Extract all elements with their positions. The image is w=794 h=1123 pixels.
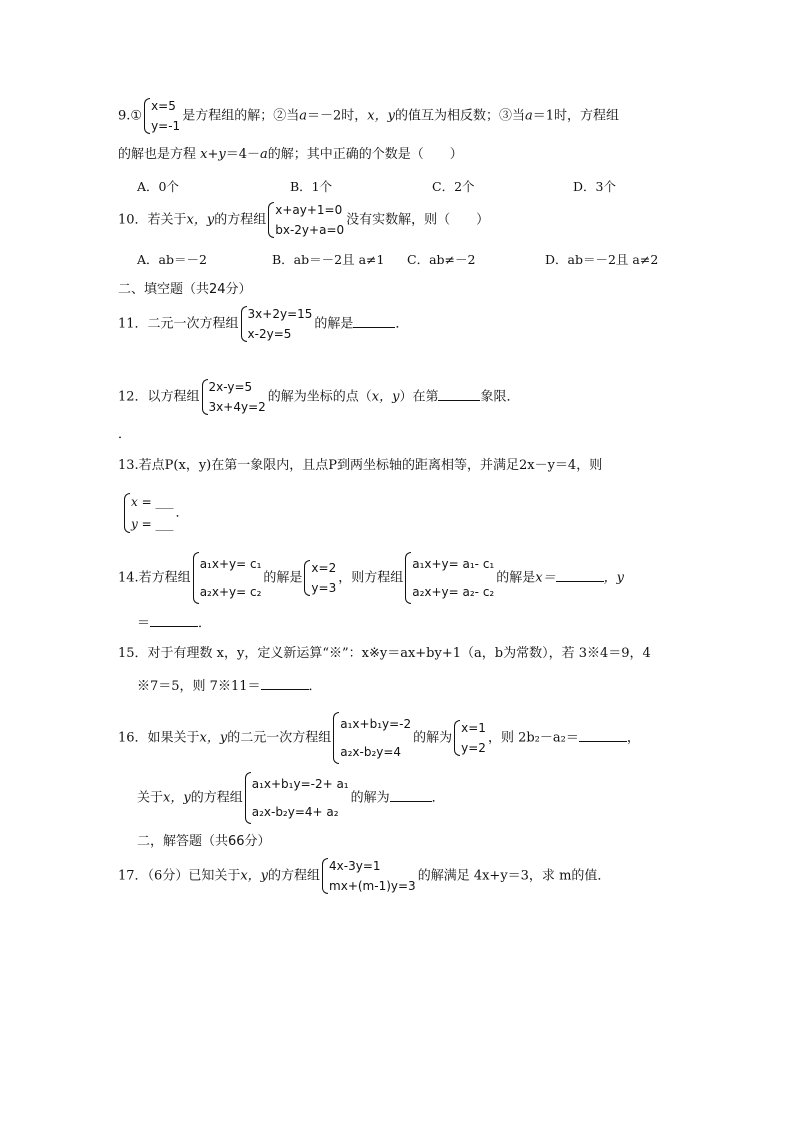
q11-answer-blank[interactable] [353,315,395,328]
q9-equation-system: x=5 y=-1 [144,96,180,136]
q9-circle-1: ① [130,108,143,124]
q14-equation-system-1: a₁x+y= c₁ a₂x+y= c₂ [193,550,262,606]
q14-y-answer-blank[interactable] [150,614,198,627]
q12-trailing-dot: ． [118,427,132,442]
q12-answer-blank[interactable] [438,388,480,401]
question-10-line: 10．若关于x，y的方程组 x+ay+1=0 bx-2y+a=0 没有实数解，则（ ） [118,200,489,240]
section-solve-title: 二，解答题（共66分） [137,834,271,849]
question-13-line-1: 13.若点P(x，y)在第一象限内，且点P到两坐标轴的距离相等，并满足2x－y＝4，则 [118,458,603,473]
question-13-line-2: x = ___ y = ___ ． [122,491,188,535]
q9-option-d: D．3个 [573,179,616,194]
q9-option-a: A．0个 [137,179,179,194]
q16-first-answer-blank[interactable] [579,729,627,742]
question-14-line-1: 14.若方程组 a₁x+y= c₁ a₂x+y= c₂ 的解是 x=2 y=3 ，则方程组 a₁x+y= a₁- c₁ a₂x+y= a₂- c₂ 的解是x＝ ，y [118,550,624,606]
q10-equation-system: x+ay+1=0 bx-2y+a=0 [268,200,344,240]
question-17: 17．（6分）已知关于x，y的方程组 4x-3y=1 mx+(m-1)y=3 的解满足 4x+y＝3，求 m的值． [118,856,610,896]
q17-equation-system: 4x-3y=1 mx+(m-1)y=3 [322,856,416,896]
q16-equation-system-1: a₁x+b₁y=-2 a₂x-b₂y=4 [333,710,411,766]
q13-answer-system[interactable]: x = ___ y = ___ [124,491,173,535]
q9-option-c: C．2个 [432,179,475,194]
question-11: 11．二元一次方程组 3x+2y=15 x-2y=5 的解是 ． [118,304,408,344]
q10-option-d: D．ab＝－2且 a≠2 [545,252,659,267]
q14-equation-system-2: x=2 y=3 [304,558,336,598]
question-14-line-2: ＝ ． [137,616,212,631]
question-16-line-2: 关于x，y的方程组 a₁x+b₁y=-2+ a₁ a₂x-b₂y=4+ a₂ 的解为 ． [137,770,445,826]
q10-option-a: A．ab＝－2 [137,252,207,267]
question-15-line-2: ※7＝5，则 7※11＝ ． [137,679,322,694]
q14-x-answer-blank[interactable] [556,569,604,582]
section-fill-in-title: 二、填空题（共24分） [118,282,252,297]
q16-equation-system-3: a₁x+b₁y=-2+ a₁ a₂x-b₂y=4+ a₂ [245,770,349,826]
question-15-line-1: 15．对于有理数 x，y，定义新运算“※”：x※y＝ax+by+1（a，b为常数），若 3※4＝9，4 [118,646,651,661]
q11-equation-system: 3x+2y=15 x-2y=5 [241,304,313,344]
q10-option-c: C．ab≠－2 [407,252,476,267]
question-9-line-1: 9.① x=5 y=-1 是方程组的解；②当a＝－2时，x，y的值互为相反数；③当a＝1时，方程组 [118,96,619,136]
q9-option-b: B．1个 [290,179,333,194]
question-12: 12．以方程组 2x-y=5 3x+4y=2 的解为坐标的点（x，y）在第 象限． [118,377,520,417]
q15-answer-blank[interactable] [261,677,309,690]
q16-second-answer-blank[interactable] [390,789,432,802]
question-9-line-2: 的解也是方程 x+y＝4－a的解；其中正确的个数是（ ） [118,147,463,162]
q14-equation-system-3: a₁x+y= a₁- c₁ a₂x+y= a₂- c₂ [405,550,494,606]
question-16-line-1: 16．如果关于x，y的二元一次方程组 a₁x+b₁y=-2 a₂x-b₂y=4 的解为 x=1 y=2 ，则 2b₂－a₂＝ ， [118,710,640,766]
q12-equation-system: 2x-y=5 3x+4y=2 [202,377,266,417]
q16-equation-system-2: x=1 y=2 [454,718,486,758]
q9-number: 9. [118,108,131,124]
q10-option-b: B．ab＝－2且 a≠1 [272,252,385,267]
